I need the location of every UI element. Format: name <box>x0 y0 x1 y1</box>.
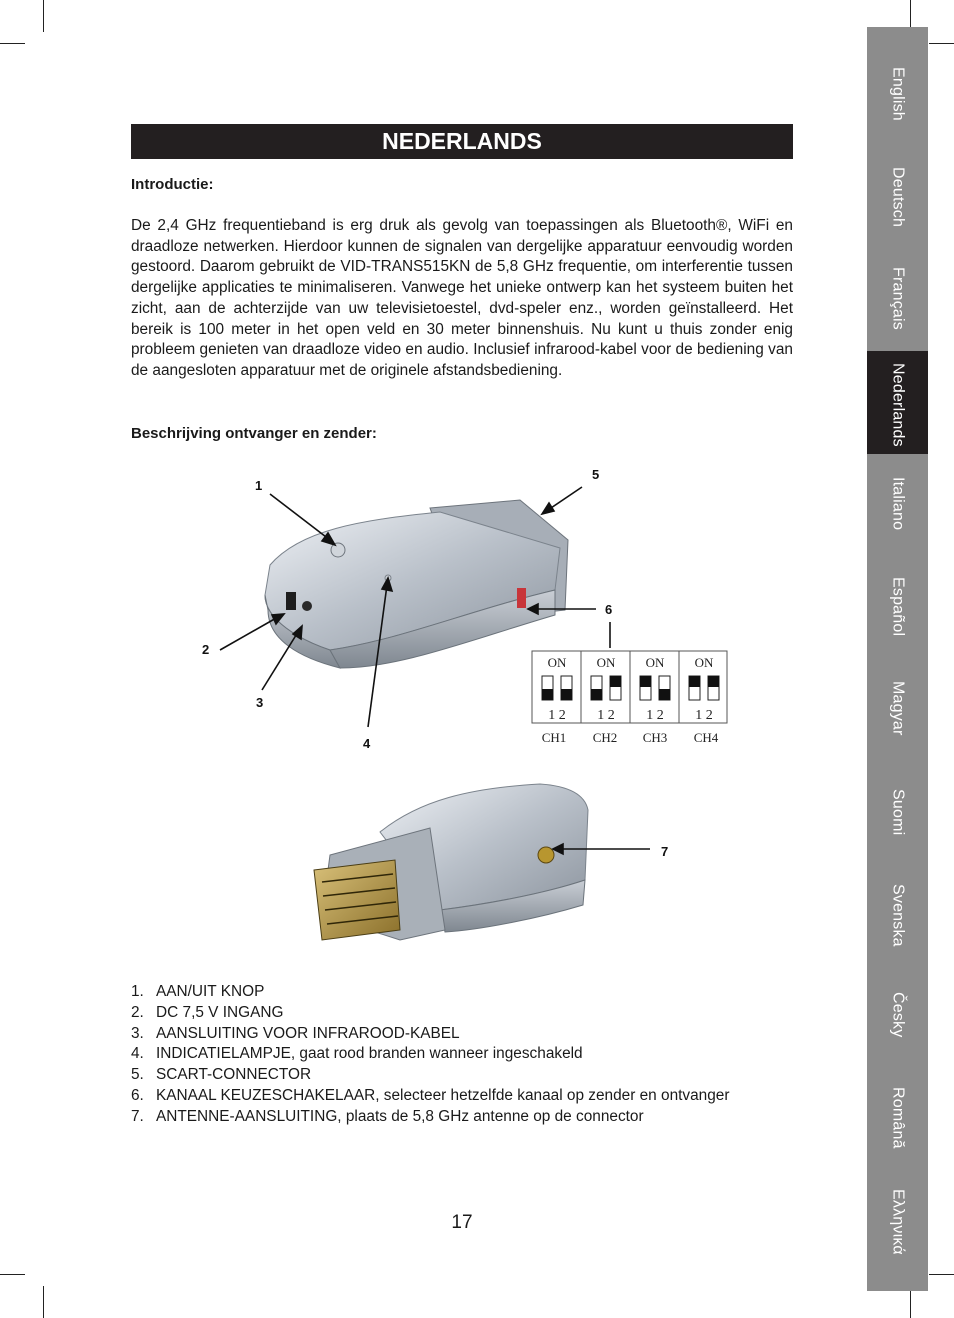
crop-mark <box>43 0 44 32</box>
channel-label: CH4 <box>693 730 719 745</box>
lang-tab-label: Suomi <box>889 789 907 836</box>
callout-number: 6 <box>605 602 613 617</box>
list-item <box>131 1024 729 1045</box>
lang-tab-label: Svenska <box>889 884 907 947</box>
lang-tab-magyar[interactable] <box>867 669 928 773</box>
list-item-text: AAN/UIT KNOP <box>156 983 265 1000</box>
lang-tab-label: Italiano <box>889 477 907 531</box>
list-item <box>131 1003 729 1024</box>
list-item-number: 7. <box>131 1107 144 1125</box>
dip-switch-numbers: 1 2 <box>695 708 713 723</box>
list-item-number: 6. <box>131 1086 144 1104</box>
list-item <box>131 1044 729 1065</box>
list-item <box>131 1065 729 1086</box>
list-item-text: AANSLUITING VOOR INFRAROOD-KABEL <box>156 1024 460 1042</box>
dip-switch-numbers: 1 2 <box>597 708 615 723</box>
lang-tab-espanol[interactable] <box>867 565 928 669</box>
dip-on-label: ON <box>694 655 714 670</box>
list-item-text: INDICATIELAMPJE, gaat rood branden wanneer ingeschakeld <box>156 1045 583 1063</box>
description-heading: Beschrijving ontvanger en zender: <box>131 425 377 442</box>
lang-tab-francais[interactable] <box>867 255 928 351</box>
list-item-number: 1. <box>131 983 144 1000</box>
lang-tab-label: Česky <box>889 992 907 1038</box>
channel-label: CH2 <box>592 730 618 745</box>
intro-heading: Introductie: <box>131 176 214 193</box>
antenna-connector <box>538 847 554 863</box>
lang-tab-suomi[interactable] <box>867 777 928 873</box>
lang-tab-label: Français <box>889 267 907 330</box>
dip-on-label: ON <box>645 655 665 670</box>
crop-mark <box>0 43 25 44</box>
callout-number: 4 <box>363 736 371 751</box>
callout-number: 5 <box>592 467 600 482</box>
callout-number: 7 <box>661 844 669 859</box>
lang-tab-deutsch[interactable] <box>867 155 928 255</box>
list-item-text: SCART-CONNECTOR <box>156 1066 312 1084</box>
lang-tab-svenska[interactable] <box>867 872 928 972</box>
list-item-text: ANTENNE-AANSLUITING, plaats de 5,8 GHz antenne op de connector <box>156 1107 644 1125</box>
lang-tab-label: Nederlands <box>889 363 907 447</box>
dip-switch-numbers: 1 2 <box>646 708 664 723</box>
lang-tab-nederlands[interactable] <box>867 351 928 454</box>
crop-mark <box>929 43 954 44</box>
callout-number: 1 <box>255 478 263 493</box>
lang-tab-label: Español <box>889 577 907 637</box>
list-item-text: KANAAL KEUZESCHAKELAAR, selecteer hetzelfde kanaal op zender en ontvanger <box>156 1086 730 1104</box>
list-item <box>131 1107 729 1128</box>
lang-tab-label: Deutsch <box>889 167 907 228</box>
list-item-text: DC 7,5 V INGANG <box>156 1003 284 1021</box>
list-item-number: 2. <box>131 1003 144 1021</box>
scart-connector-pins <box>314 860 400 940</box>
list-item-number: 3. <box>131 1024 144 1042</box>
dip-switch-numbers: 1 2 <box>548 708 566 723</box>
dip-switch-window <box>517 588 526 608</box>
dip-switch-table <box>532 651 727 745</box>
callout-number: 2 <box>202 642 210 657</box>
language-sidebar <box>867 27 928 1291</box>
lang-tab-label: Ελληνικά <box>889 1189 907 1255</box>
crop-mark <box>43 1286 44 1318</box>
ir-jack <box>302 601 312 611</box>
lang-tab-label: English <box>889 67 907 121</box>
section-title: NEDERLANDS <box>131 124 793 159</box>
transmitter-device <box>314 784 588 940</box>
channel-label: CH3 <box>642 730 668 745</box>
lang-tab-english[interactable] <box>867 55 928 155</box>
dc-input-jack <box>286 592 296 610</box>
list-item <box>131 1086 729 1107</box>
callout-number: 3 <box>256 695 264 710</box>
lang-tab-label: Magyar <box>889 681 907 736</box>
crop-mark <box>929 1274 954 1275</box>
page-number: 17 <box>451 1212 473 1233</box>
crop-mark <box>0 1274 25 1275</box>
channel-label: CH1 <box>541 730 567 745</box>
lang-tab-romana[interactable] <box>867 1075 928 1175</box>
parts-list <box>131 982 729 1128</box>
lang-tab-label: Română <box>889 1087 907 1149</box>
dip-on-label: ON <box>547 655 567 670</box>
dip-on-label: ON <box>596 655 616 670</box>
list-item-number: 5. <box>131 1066 144 1084</box>
lang-tab-italiano[interactable] <box>867 465 928 565</box>
list-item <box>131 982 729 1003</box>
intro-paragraph: De 2,4 GHz frequentieband is erg druk als gevolg van toepassingen als Bluetooth®, WiFi en draadloze netwerken. Hierdoor kunnen de signalen van dergelijke apparatuur eenvoudig worden gestoord. Daarom gebruikt de VID-TRANS515KN de 5,8 GHz frequentie, om interferentie tussen dergelijke applicaties te minimaliseren. Vanwege het unieke ontwerp kan het systeem buiten het zicht, aan de achterzijde van uw televisietoestel, dvd-speler enz., worden geïnstalleerd. Het bereik is 100 meter in het open veld en 30 meter binnenshuis. Nu kunt u thuis zonder enig probleem genieten van draadloze video en audio. Inclusief infrarood-kabel voor de bediening van de aangesloten apparatuur met de originele afstandsbediening. <box>131 217 793 379</box>
lang-tab-cesky[interactable] <box>867 980 928 1080</box>
list-item-number: 4. <box>131 1045 144 1063</box>
